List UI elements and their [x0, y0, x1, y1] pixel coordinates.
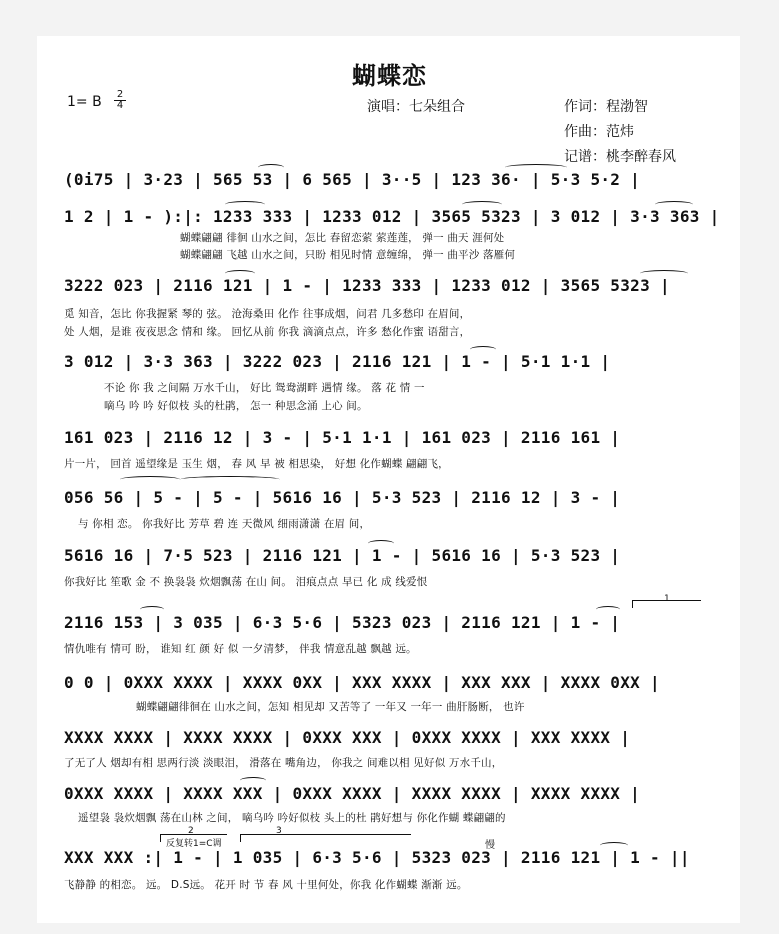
- lyric-line-7: 你我好比 笙歌 金 不 换袅袅 炊烟飘荡 在山 间。 泪痕点点 早已 化 成 线爱恨: [64, 576, 428, 588]
- repeat-instruction: 反复转1=C调: [166, 839, 222, 849]
- notation-line-1: (0i75 | 3·23 | 565 53 | 6 565 | 3··5 | 123 36· | 5·3 5·2 |: [64, 170, 641, 189]
- lyric-line-4a: 不论 你 我 之间隔 万水千山， 好比 鸳鸯湖畔 遇情 缘。 落 花 情 一: [104, 382, 425, 394]
- slur-mark: [368, 540, 394, 547]
- slur-mark: [505, 164, 567, 171]
- lyric-line-8: 情仇唯有 情可 盼， 谁知 红 颜 好 似 一夕清梦， 伴我 情意乱越 飘越 远。: [64, 643, 417, 655]
- notation-line-2: 1 2 | 1 - ):|: 1233 333 | 1233 012 | 3565 5323 | 3 012 | 3·3 363 |: [64, 207, 720, 226]
- lyricist-credit: 作词：程渤智: [564, 99, 648, 115]
- slur-mark: [180, 476, 280, 483]
- volta-label-2: 2: [188, 826, 194, 836]
- singer-credit: 演唱：七朵组合: [367, 99, 465, 115]
- lyric-line-2b: 蝴蝶翩翩 飞越 山水之间，只盼 相见时情 意缠绵， 弹一 曲平沙 落雁何: [180, 249, 516, 261]
- notation-line-3: 3222 023 | 2116 121 | 1 - | 1233 333 | 1233 012 | 3565 5323 |: [64, 276, 670, 295]
- notation-line-11: 0XXX XXXX | XXXX XXX | 0XXX XXXX | XXXX XXXX | XXXX XXXX |: [64, 784, 641, 803]
- slur-mark: [470, 346, 496, 353]
- volta-label-3: 3: [276, 826, 282, 836]
- notation-line-9: 0 0 | 0XXX XXXX | XXXX 0XX | XXX XXXX | XXX XXX | XXXX 0XX |: [64, 673, 660, 692]
- volta-label-1: 1: [664, 594, 670, 604]
- lyric-line-3b: 处 人烟，是谁 夜夜思念 情和 缘。 回忆从前 你我 滴滴点点，许多 愁化作蜜 语甜言，: [64, 326, 471, 338]
- volta-bracket-3: [240, 834, 411, 842]
- slur-mark: [258, 164, 284, 171]
- composer-credit: 作曲：范炜: [564, 124, 634, 140]
- slur-mark: [120, 476, 180, 483]
- slur-mark: [655, 201, 693, 208]
- lyric-line-2a: 蝴蝶翩翩 徘徊 山水之间，怎比 春留恋萦 萦莲莲， 弹一 曲天 涯何处: [180, 232, 505, 244]
- transcriber-credit: 记谱：桃李醉春风: [564, 149, 676, 165]
- lyric-line-9: 蝴蝶翩翩徘徊在 山水之间，怎知 相见却 又苦等了 一年又 一年一 曲肝肠断， 也许: [136, 701, 525, 713]
- slur-mark: [462, 201, 502, 208]
- slur-mark: [140, 606, 164, 613]
- slur-mark: [240, 777, 266, 784]
- lyric-line-4b: 嘀乌 吟 吟 好似枝 头的杜鹃， 怎一 种思念涌 上心 间。: [104, 400, 368, 412]
- lyric-line-5: 片一片， 回首 遥望缘是 玉生 烟， 春 风 早 被 相思染， 好想 化作蝴蝶 翩翩飞，: [64, 458, 449, 470]
- slur-mark: [596, 606, 620, 613]
- tempo-mark: 慢: [485, 840, 495, 851]
- notation-line-4: 3 012 | 3·3 363 | 3222 023 | 2116 121 | 1 - | 5·1 1·1 |: [64, 352, 611, 371]
- lyric-line-3a: 觅 知音，怎比 你我握紧 琴的 弦。 沧海桑田 化作 往事成烟，问君 几多愁印 在眉间，: [64, 308, 471, 320]
- notation-line-6: 056 56 | 5 - | 5 - | 5616 16 | 5·3 523 | 2116 12 | 3 - |: [64, 488, 621, 507]
- time-signature-bottom: 4: [116, 100, 124, 111]
- notation-line-5: 161 023 | 2116 12 | 3 - | 5·1 1·1 | 161 023 | 2116 161 |: [64, 428, 621, 447]
- song-title: 蝴蝶恋: [352, 61, 427, 90]
- lyric-line-12: 飞静静 的相恋。 远。 D.S远。 花开 时 节 春 风 十里何处，你我 化作蝴蝶 渐渐 远。: [64, 879, 468, 891]
- notation-line-7: 5616 16 | 7·5 523 | 2116 121 | 1 - | 5616 16 | 5·3 523 |: [64, 546, 621, 565]
- time-signature-top: 2: [116, 89, 124, 100]
- key-signature: 1= B: [67, 94, 102, 110]
- slur-mark: [600, 842, 628, 849]
- slur-mark: [225, 270, 255, 277]
- slur-mark: [640, 270, 688, 277]
- lyric-line-10: 了无了人 烟却有相 思两行淡 淡眼泪， 滑落在 嘴角边， 你我之 间难以相 见好似 万水千山，: [64, 757, 503, 769]
- notation-line-8: 2116 153 | 3 035 | 6·3 5·6 | 5323 023 | 2116 121 | 1 - |: [64, 613, 621, 632]
- notation-line-10: XXXX XXXX | XXXX XXXX | 0XXX XXX | 0XXX XXXX | XXX XXXX |: [64, 728, 631, 747]
- notation-line-12: XXX XXX :| 1 - | 1 035 | 6·3 5·6 | 5323 023 | 2116 121 | 1 - ||: [64, 848, 690, 867]
- lyric-line-11: 遥望袅 袅炊烟飘 荡在山林 之间， 嘀乌吟 吟好似枝 头上的杜 鹃好想与 你化作蝴 蝶翩翩的: [78, 812, 506, 824]
- lyric-line-6: 与 你相 恋。 你我好比 芳草 碧 连 天微风 细雨潇潇 在眉 间，: [78, 518, 371, 530]
- time-signature: [114, 90, 126, 111]
- slur-mark: [225, 201, 265, 208]
